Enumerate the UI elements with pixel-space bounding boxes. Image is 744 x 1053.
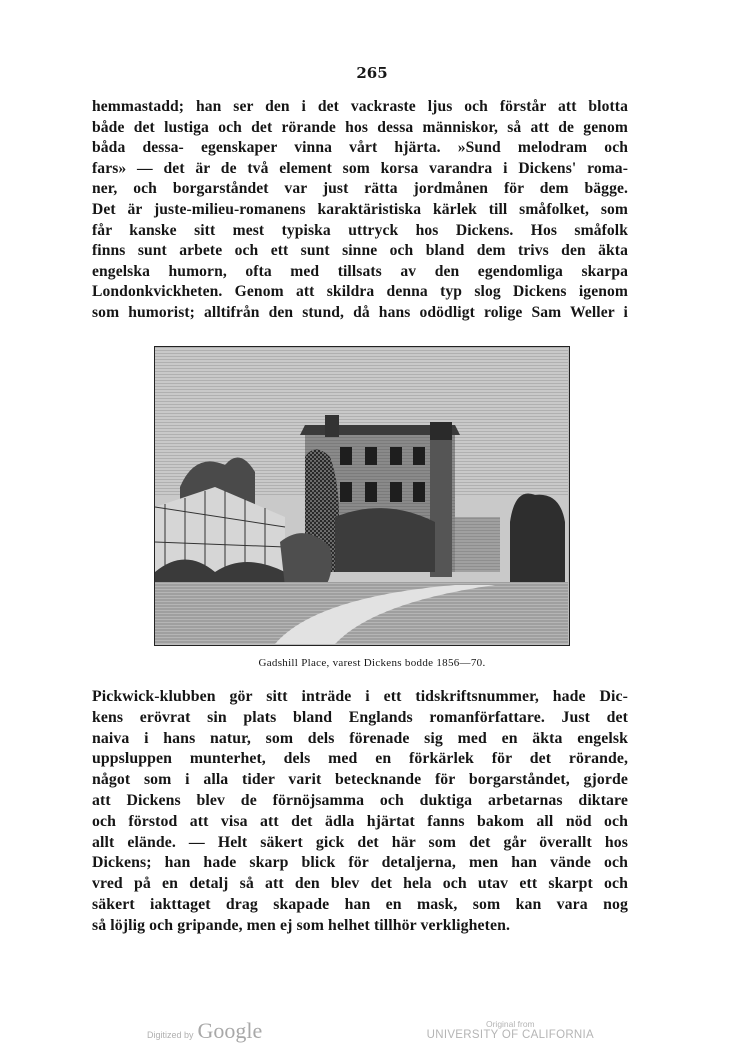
text-line: fars» — det är de två element som korsa varandra i Dickens' roma- xyxy=(92,159,628,177)
text-line: kens erövrat sin plats bland Englands romanförfattare. Just det xyxy=(92,708,628,726)
figure-caption: Gadshill Place, varest Dickens bodde 1856—70. xyxy=(258,657,486,669)
digitized-by-watermark xyxy=(147,1018,262,1044)
text-line: både det lustiga och det rörande hos dessa människor, så att de genom xyxy=(92,118,628,136)
engraving-gadshill-place xyxy=(154,346,570,646)
text-line: får kanske sitt mest typiska uttryck hos Dickens. Hos småfolk xyxy=(92,221,628,239)
text-line: finns sunt arbete och ett sunt sinne och bland dem trivs den äkta xyxy=(92,242,628,260)
paragraph-2 xyxy=(92,687,628,937)
text-line: allt elände. — Helt säkert gick det här som det går överallt hos xyxy=(92,833,628,851)
text-line: säkert iakttaget drag skapade han en mask, som kan vara nog xyxy=(92,895,628,913)
text-line: något som i alla tider varit betecknande för borgarståndet, gjorde xyxy=(92,771,628,789)
text-line: Det är juste-milieu-romanens karaktäristiska kärlek till småfolket, som xyxy=(92,200,628,218)
text-line: som humorist; alltifrån den stund, då hans odödligt rolige Sam Weller i xyxy=(92,303,628,321)
text-line: hemmastadd; han ser den i det vackraste ljus och förstår att blotta xyxy=(92,98,628,115)
text-line: vred på en detalj så att den blev det hela och utav ett skarpt och xyxy=(92,875,628,893)
text-line: engelska humorn, ofta med tillsats av den egendomliga skarpa xyxy=(92,262,628,280)
text-line: Dickens; han hade skarp blick för detaljerna, men han vände och xyxy=(92,854,628,872)
digitized-by-label: Digitized by xyxy=(147,1030,194,1040)
google-logo: Google xyxy=(197,1018,263,1043)
text-line: naiva i hans natur, som dels förenade sig med en äkta engelsk xyxy=(92,729,628,747)
text-line: uppsluppen munterhet, dels med en förkärlek för det rörande, xyxy=(92,750,628,768)
original-from-label: Original from xyxy=(485,1019,535,1029)
text-line: ner, och borgarståndet var just rätta jordmånen för dem bägge. xyxy=(92,180,628,198)
original-from-watermark xyxy=(427,1019,594,1041)
paragraph-1 xyxy=(92,97,628,324)
text-line: så löjlig och gripande, men ej som helhet tillhör verkligheten. xyxy=(92,916,511,934)
text-line: och förstod att visa att det ädla hjärtat fanns bakom all nöd och xyxy=(92,812,628,830)
page-number: 265 xyxy=(356,64,388,82)
text-line: att Dickens blev de förnöjsamma och duktiga arbetarnas diktare xyxy=(92,791,628,809)
text-line: Londonkvickheten. Genom att skildra denna typ slog Dickens igenom xyxy=(92,283,628,301)
text-line: båda dessa- egenskaper vinna vårt hjärta. »Sund melodram och xyxy=(92,139,628,157)
text-line: Pickwick-klubben gör sitt inträde i ett tidskriftsnummer, hade Dic- xyxy=(92,688,628,705)
institution-label: UNIVERSITY OF CALIFORNIA xyxy=(426,1029,594,1041)
